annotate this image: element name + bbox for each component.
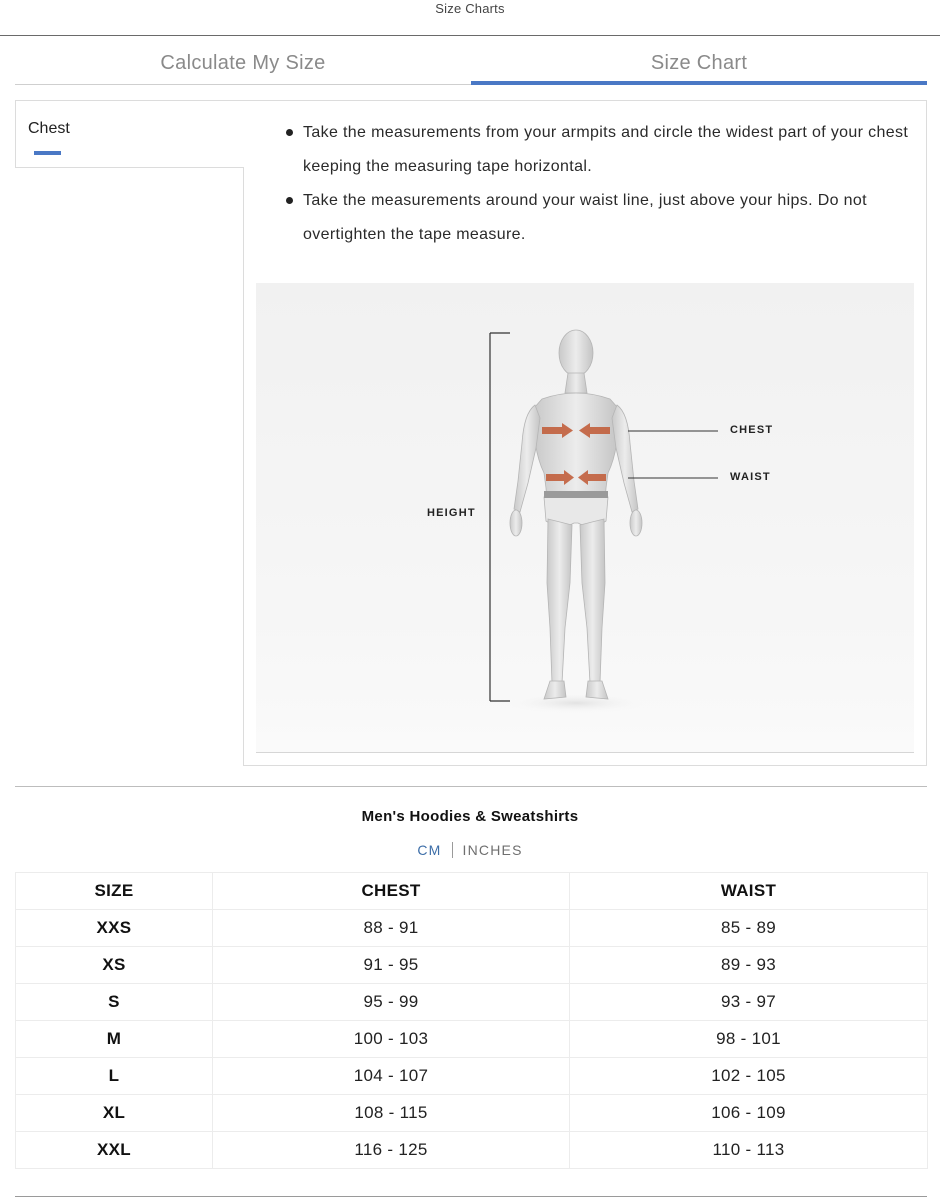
instruction-item	[285, 116, 925, 184]
unit-toggle	[0, 842, 940, 858]
size-cell: M	[16, 1021, 213, 1058]
instruction-text: Take the measurements around your waist line, just above your hips. Do not overtighten the tape measure.	[303, 192, 867, 243]
waist-cell: 98 - 101	[570, 1021, 928, 1058]
tab-calculate-my-size[interactable]	[15, 48, 471, 85]
tab-underline	[15, 84, 471, 85]
instruction-text: Take the measurements from your armpits and circle the widest part of your chest keeping the measuring tape horizontal.	[303, 124, 909, 175]
waist-cell: 85 - 89	[570, 910, 928, 947]
tab-label: Size Chart	[650, 52, 748, 74]
chest-cell: 108 - 115	[213, 1095, 570, 1132]
unit-cm-button[interactable]: CM	[417, 842, 442, 858]
tab-size-chart[interactable]	[471, 48, 927, 85]
height-label: HEIGHT	[427, 507, 476, 519]
bullet-icon	[286, 197, 293, 204]
table-header-row	[16, 873, 928, 910]
table-row	[16, 947, 928, 984]
waist-cell: 89 - 93	[570, 947, 928, 984]
size-cell: XL	[16, 1095, 213, 1132]
size-table-title: Men's Hoodies & Sweatshirts	[361, 808, 579, 825]
chest-cell: 104 - 107	[213, 1058, 570, 1095]
page-title: Size Charts	[435, 1, 505, 16]
column-header-size: SIZE	[16, 873, 213, 910]
chest-label: CHEST	[730, 424, 774, 436]
size-cell: L	[16, 1058, 213, 1095]
size-table	[15, 872, 928, 1169]
side-tab-label: Chest	[28, 120, 70, 137]
chest-cell: 100 - 103	[213, 1021, 570, 1058]
table-row	[16, 1132, 928, 1169]
mannequin-illustration	[256, 283, 914, 753]
table-row	[16, 1021, 928, 1058]
header-divider	[0, 35, 940, 36]
body-measurement-figure	[256, 283, 914, 753]
side-tab-active-indicator	[34, 151, 61, 155]
table-row	[16, 984, 928, 1021]
waistband	[544, 491, 608, 498]
unit-inches-button[interactable]: INCHES	[462, 842, 523, 858]
waist-label: WAIST	[730, 471, 771, 483]
waist-cell: 93 - 97	[570, 984, 928, 1021]
size-cell: XS	[16, 947, 213, 984]
waist-cell: 102 - 105	[570, 1058, 928, 1095]
bullet-icon	[286, 129, 293, 136]
side-tab-chest[interactable]	[15, 100, 244, 168]
size-cell: XXL	[16, 1132, 213, 1169]
section-divider	[15, 786, 927, 787]
floor-shadow	[506, 693, 646, 713]
size-cell: S	[16, 984, 213, 1021]
column-header-chest: CHEST	[213, 873, 570, 910]
tab-active-indicator	[471, 81, 927, 85]
measurement-instructions	[285, 116, 925, 252]
table-row	[16, 1058, 928, 1095]
unit-separator	[452, 842, 453, 858]
tab-label: Calculate My Size	[160, 52, 326, 74]
chest-cell: 116 - 125	[213, 1132, 570, 1169]
tab-bar	[15, 48, 927, 85]
table-row	[16, 1095, 928, 1132]
table-row	[16, 910, 928, 947]
chest-cell: 91 - 95	[213, 947, 570, 984]
chest-cell: 88 - 91	[213, 910, 570, 947]
waist-cell: 110 - 113	[570, 1132, 928, 1169]
waist-cell: 106 - 109	[570, 1095, 928, 1132]
size-cell: XXS	[16, 910, 213, 947]
footer-divider	[15, 1196, 927, 1197]
chest-cell: 95 - 99	[213, 984, 570, 1021]
column-header-waist: WAIST	[570, 873, 928, 910]
mannequin-body	[510, 330, 642, 699]
instruction-item	[285, 184, 925, 252]
